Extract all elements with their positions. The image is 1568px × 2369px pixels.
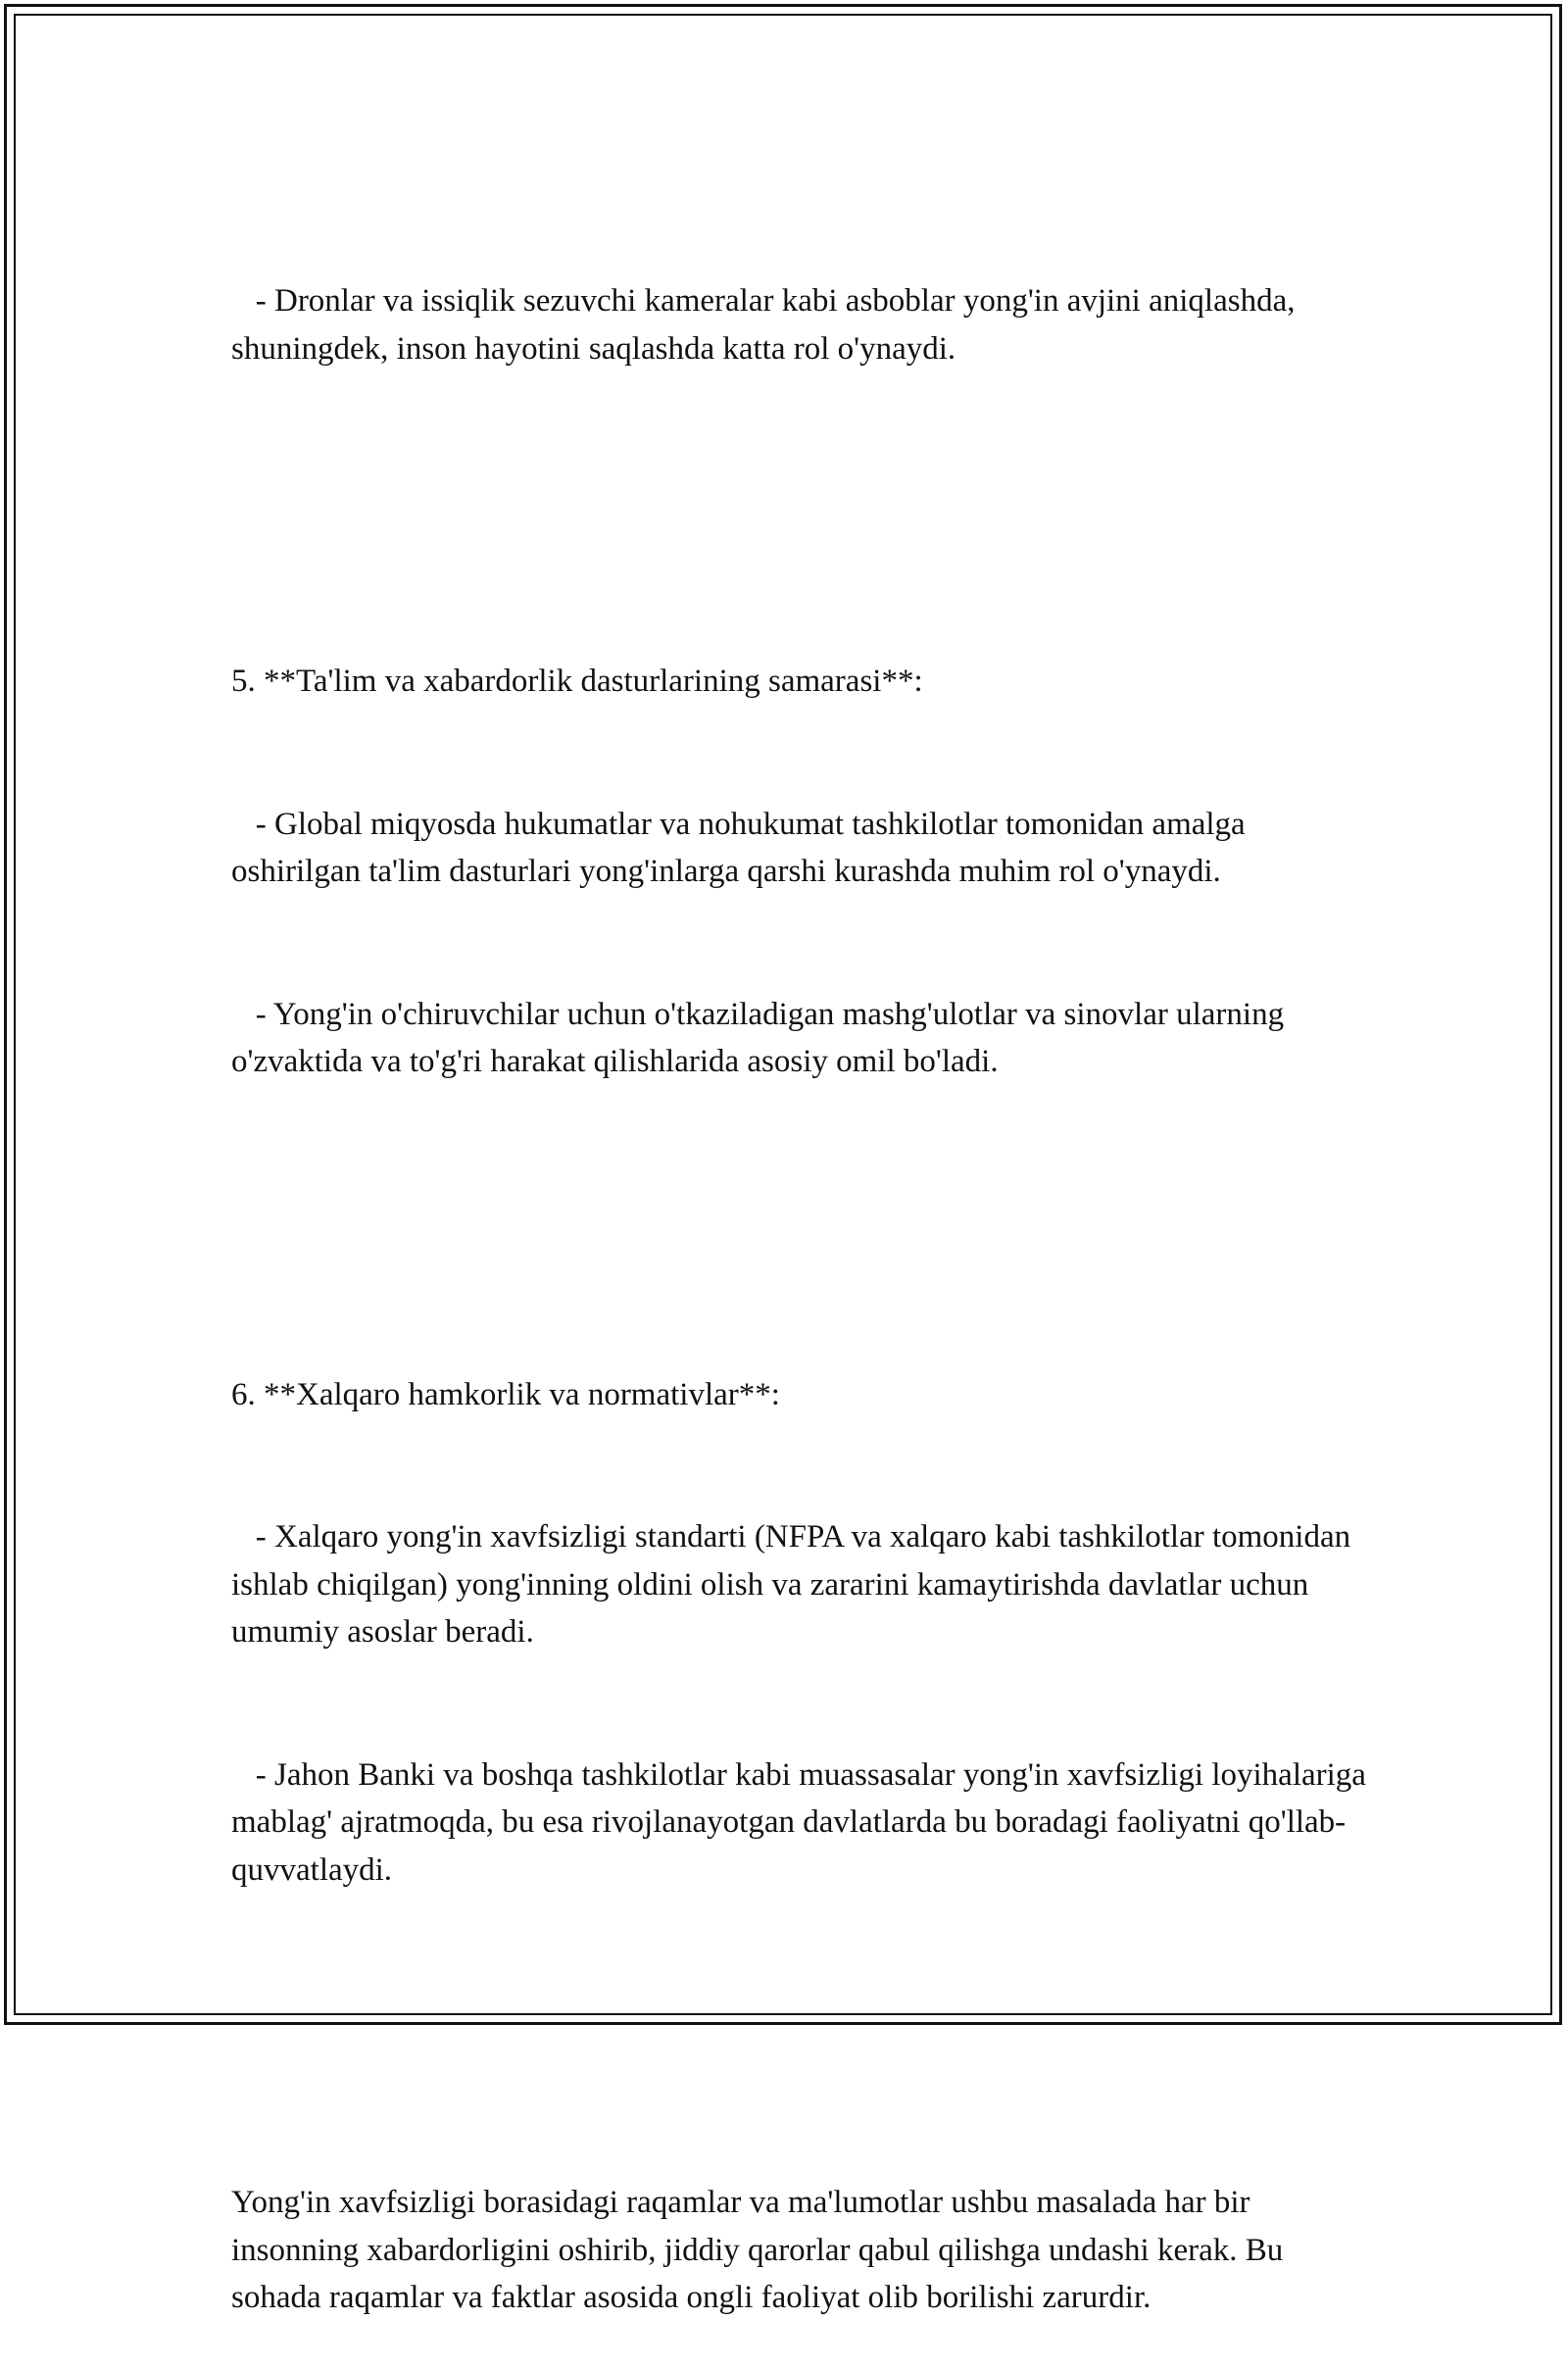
section-6-bullet: - Xalqaro yong'in xavfsizligi standarti (NFPA va xalqaro kabi tashkilotlar tomonidan ishlab chiqilgan) yong'inning oldini olish va zararini kamaytirishda davlatlar uchun umumiy asoslar beradi. (231, 1519, 1359, 1650)
conclusion-paragraph: Yong'in xavfsizligi borasidagi raqamlar va ma'lumotlar ushbu masalada har bir insonning xabardorligini oshirib, jiddiy qarorlar qabul qilishga undashi kerak. Bu sohada raqamlar va faktlar asosida ongli faoliyat olib borilishi zarurdir. (231, 2185, 1292, 2315)
intro-bullet: - Dronlar va issiqlik sezuvchi kameralar kabi asboblar yong'in avjini aniqlashda, shuningdek, inson hayotini saqlashda katta rol o'ynaydi. (231, 283, 1303, 367)
section-6-heading: 6. **Xalqaro hamkorlik va normativlar**: (231, 1376, 780, 1412)
section-6-bullet: - Jahon Banki va boshqa tashkilotlar kabi muassasalar yong'in xavfsizligi loyihalariga mablag' ajratmoqda, bu esa rivojlanayotgan davlatlarda bu boradagi faoliyatni qo'llab-quvvatlaydi. (231, 1756, 1375, 1888)
paragraph-gap (231, 1181, 1368, 1229)
section-5-heading: 5. **Ta'lim va xabardorlik dasturlarining samarasi**: (231, 664, 923, 699)
paragraph-gap (231, 468, 1368, 516)
section-5-bullet: - Yong'in o'chiruvchilar uchun o'tkaziladigan mashg'ulotlar va sinovlar ularning o'zvaktida va to'g'ri harakat qilishlarida asosiy omil bo'ladi. (231, 996, 1293, 1079)
paragraph-gap (231, 1989, 1368, 2037)
document-body (231, 182, 1375, 2369)
section-5-bullet: - Global miqyosda hukumatlar va nohukumat tashkilotlar tomonidan amalga oshirilgan ta'lim dasturlari yong'inlarga qarshi kurashda muhim rol o'ynaydi. (231, 806, 1253, 889)
